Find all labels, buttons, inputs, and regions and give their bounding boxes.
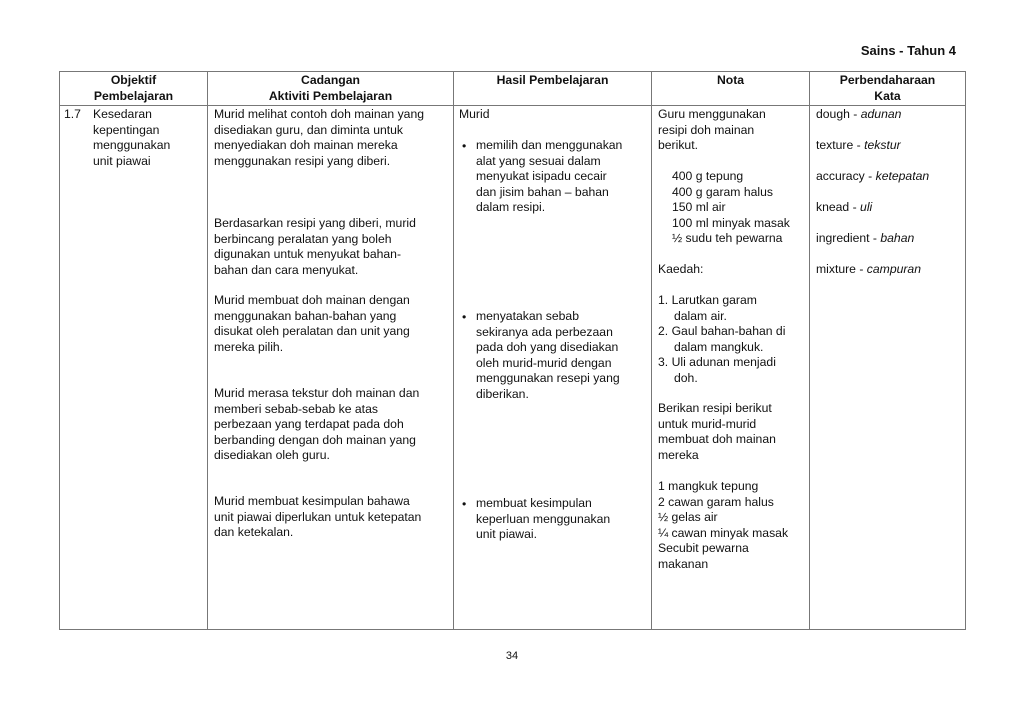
header-text: Pembelajaran: [93, 88, 174, 103]
text-line: perbezaan yang terdapat pada doh: [214, 417, 404, 431]
activity-paragraph: [214, 494, 449, 541]
text-line: mereka: [658, 447, 699, 462]
text-line: berbanding dengan doh mainan yang: [214, 432, 416, 447]
text-line: menggunakan resepi yang: [476, 371, 620, 385]
recipe-item: Secubit pewarna: [658, 541, 749, 555]
header-cadangan: [208, 72, 454, 106]
vocab-item: [816, 138, 961, 154]
vocab-item: [816, 107, 961, 123]
table-header-row: [60, 72, 966, 106]
cell-perbendaharaan: [810, 106, 966, 630]
header-perbendaharaan: [810, 72, 966, 106]
page-number: 34: [505, 650, 519, 662]
text-line: berikut.: [658, 138, 698, 152]
activity-paragraph: [214, 293, 449, 355]
objective-text: [93, 107, 170, 169]
note-intro-2: [658, 401, 805, 463]
note-intro: [658, 107, 805, 154]
vocab-en: ingredient -: [816, 231, 881, 245]
text-line: menggunakan resipi yang diberi.: [214, 153, 391, 168]
vocab-en: texture -: [816, 138, 865, 152]
text-line: disediakan oleh guru.: [214, 448, 330, 462]
text-line: keperluan menggunakan: [476, 511, 611, 526]
vocab-en: mixture -: [816, 262, 867, 276]
text-line: digunakan untuk menyukat bahan-: [214, 247, 402, 261]
recipe-item: ½ sudu teh pewarna: [672, 231, 783, 245]
vocab-ms: bahan: [880, 231, 915, 245]
text-line: oleh murid-murid dengan: [476, 355, 612, 370]
cell-nota: [652, 106, 810, 630]
activity-paragraph: [214, 107, 449, 169]
recipe-list-2: [658, 479, 805, 572]
outcome-item: [476, 309, 620, 402]
recipe-item: 100 ml minyak masak: [672, 215, 790, 230]
recipe-item: makanan: [658, 556, 709, 571]
text-line: disukat oleh peralatan dan unit yang: [214, 324, 410, 338]
header-text: Perbendaharaan: [839, 73, 936, 87]
outcome-item: [476, 138, 622, 216]
bullet-icon: •: [462, 497, 467, 511]
step-number: 2.: [658, 324, 669, 338]
header-text: Hasil Pembelajaran: [496, 73, 609, 87]
cell-objektif: [60, 106, 208, 630]
header-text: Nota: [716, 73, 745, 87]
step-number: 1.: [658, 293, 669, 307]
recipe-item: 1 mangkuk tepung: [658, 479, 759, 493]
text-line: menyukat isipadu cecair: [476, 169, 607, 183]
header-objektif: [60, 72, 208, 106]
text-line: Murid melihat contoh doh mainan yang: [214, 107, 425, 121]
text-line: menggunakan: [93, 138, 171, 152]
vocab-item: [816, 200, 961, 216]
vocab-ms: campuran: [866, 262, 921, 276]
text-line: dalam resipi.: [476, 200, 546, 214]
text-line: memilih dan menggunakan: [476, 138, 623, 152]
vocab-en: dough -: [816, 107, 861, 121]
table-row: [60, 106, 966, 630]
text-line: Berikan resipi berikut: [658, 401, 772, 415]
outcome-intro: Murid: [459, 107, 490, 121]
text-line: membuat doh mainan: [658, 432, 776, 446]
text-line: diberikan.: [476, 386, 529, 401]
activity-paragraph: [214, 216, 449, 278]
recipe-item: ¼ cawan minyak masak: [658, 525, 789, 540]
text-line: resipi doh mainan: [658, 122, 755, 137]
vocab-item: [816, 262, 961, 278]
activity-paragraph: [214, 386, 449, 464]
method-heading: Kaedah:: [658, 262, 704, 276]
text-line: Gaul bahan-bahan di: [671, 324, 786, 338]
text-line: unit piawai: [93, 153, 151, 168]
method-step: [658, 293, 805, 309]
text-line: Kesedaran: [93, 107, 152, 121]
syllabus-table: [59, 71, 966, 630]
bullet-icon: •: [462, 139, 467, 153]
method-steps: [658, 293, 805, 386]
text-line: kepentingan: [93, 122, 160, 137]
header-nota: [652, 72, 810, 106]
text-line: Murid membuat kesimpulan bahawa: [214, 494, 410, 508]
text-line: memberi sebab-sebab ke atas: [214, 401, 378, 416]
text-line: membuat kesimpulan: [476, 496, 592, 510]
text-line: Uli adunan menjadi: [671, 355, 776, 369]
vocab-item: [816, 231, 961, 247]
objective-number: 1.7: [64, 107, 81, 121]
text-line: sekiranya ada perbezaan: [476, 324, 613, 339]
header-hasil: [454, 72, 652, 106]
vocab-en: accuracy -: [816, 169, 876, 183]
cell-hasil: [454, 106, 652, 630]
text-line: menggunakan bahan-bahan yang: [214, 308, 397, 323]
recipe-item: 400 g tepung: [672, 169, 744, 183]
text-line: Larutkan garam: [671, 293, 757, 307]
text-line: berbincang peralatan yang boleh: [214, 231, 392, 246]
recipe-item: ½ gelas air: [658, 510, 718, 524]
vocab-ms: tekstur: [864, 138, 901, 152]
text-line: pada doh yang disediakan: [476, 340, 619, 354]
recipe-item: 400 g garam halus: [672, 184, 773, 199]
text-line: doh.: [674, 370, 698, 385]
text-line: Murid membuat doh mainan dengan: [214, 293, 410, 307]
vocab-ms: ketepatan: [875, 169, 930, 183]
recipe-item: 2 cawan garam halus: [658, 494, 774, 509]
method-step: [658, 324, 805, 340]
text-line: untuk murid-murid: [658, 416, 757, 431]
text-line: dalam air.: [674, 308, 727, 323]
text-line: dan ketekalan.: [214, 525, 294, 539]
header-text: Objektif: [110, 73, 157, 87]
text-line: unit piawai diperlukan untuk ketepatan: [214, 509, 422, 524]
vocab-ms: adunan: [860, 107, 902, 121]
bullet-icon: •: [462, 310, 467, 324]
cell-cadangan: [208, 106, 454, 630]
vocab-ms: uli: [860, 200, 873, 214]
document-header-title: Sains - Tahun 4: [860, 43, 956, 58]
header-text: Cadangan: [301, 73, 360, 87]
header-text: Kata: [874, 88, 901, 103]
text-line: Murid merasa tekstur doh mainan dan: [214, 386, 420, 400]
text-line: alat yang sesuai dalam: [476, 153, 601, 168]
text-line: disediakan guru, dan diminta untuk: [214, 122, 404, 137]
recipe-list: [658, 169, 805, 247]
header-text: Aktiviti Pembelajaran: [268, 88, 393, 103]
text-line: Berdasarkan resipi yang diberi, murid: [214, 216, 416, 230]
text-line: dalam mangkuk.: [674, 339, 764, 354]
text-line: Guru menggunakan: [658, 107, 766, 121]
text-line: mereka pilih.: [214, 339, 284, 354]
recipe-item: 150 ml air: [672, 200, 726, 214]
outcome-item: [476, 496, 610, 543]
step-number: 3.: [658, 355, 669, 369]
text-line: bahan dan cara menyukat.: [214, 262, 359, 277]
text-line: menyatakan sebab: [476, 309, 579, 323]
text-line: menyediakan doh mainan mereka: [214, 138, 398, 152]
text-line: dan jisim bahan – bahan: [476, 184, 609, 199]
vocab-item: [816, 169, 961, 185]
text-line: unit piawai.: [476, 527, 537, 541]
vocab-en: knead -: [816, 200, 861, 214]
method-step: [658, 355, 805, 371]
